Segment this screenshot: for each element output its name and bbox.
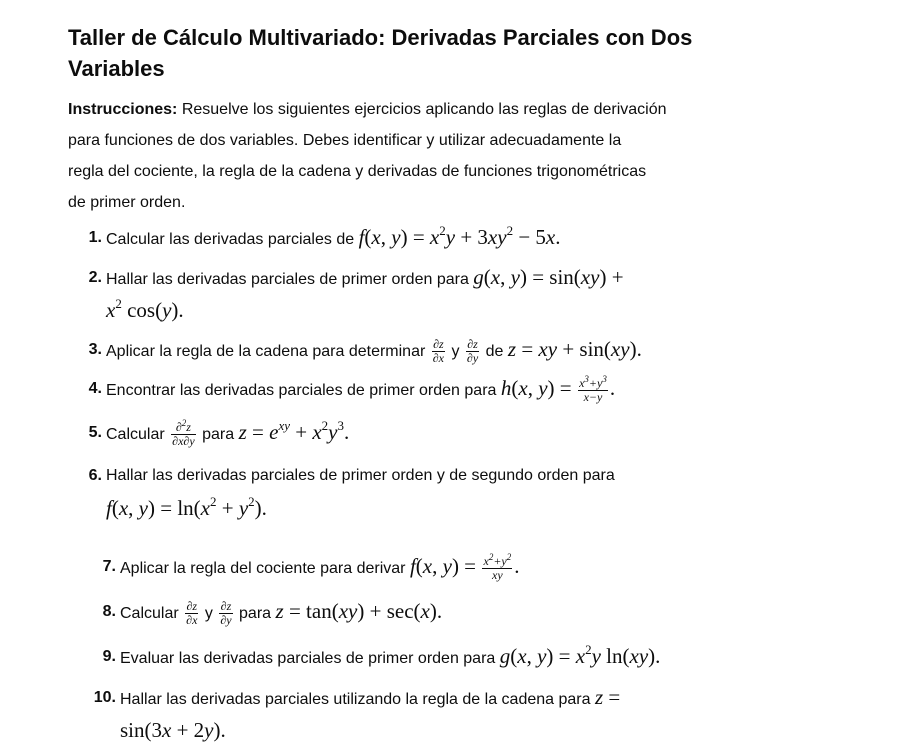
title-line-2: Variables [68, 56, 165, 81]
fraction: $\frac{\partial z}{\partial x}$ [432, 337, 445, 366]
formula: z = tan(xy) + sec(x). [275, 599, 443, 623]
item-text-mid: para [202, 426, 235, 443]
instructions-line-2: para funciones de dos variables. Debes identificar y utilizar adecuadamente la [68, 132, 622, 149]
formula: z = [594, 685, 621, 709]
item-text: Aplicar la regla de la cadena para determinar [106, 343, 426, 360]
item-text: Calcular [106, 426, 165, 443]
fraction: $\frac{x^3+y^3}{x-y}$ [579, 374, 607, 405]
fraction: $\frac{\partial z}{\partial y}$ [220, 599, 232, 628]
fraction: $\frac{\partial z}{\partial y}$ [466, 337, 479, 366]
item-text: Calcular [120, 605, 179, 622]
item-text-mid: y [451, 343, 460, 360]
formula: f(x, $y) = \ln(x^2 + y^2)$. [106, 494, 267, 520]
item-number: 7. [102, 558, 116, 575]
page-title [68, 22, 768, 84]
item-text-end: para [239, 605, 272, 622]
item-text: Evaluar las derivadas parciales de primer orden para [120, 650, 496, 667]
formula: z = xy + sin(xy). [507, 337, 642, 361]
item-text: Calcular las derivadas parciales de [106, 231, 355, 248]
item-number: 5. [88, 424, 102, 441]
formula: g(x, y) = sin(xy) + [473, 265, 624, 289]
item-text: Hallar las derivadas parciales utilizando la regla de la cadena para [120, 691, 591, 708]
formula: f(x, y) = [409, 554, 477, 578]
formula: g(x, $y) = x^2y$ ln(xy). [499, 642, 661, 668]
item-number: 10. [93, 689, 116, 706]
item-text-mid: y [204, 605, 213, 622]
item-number: 1. [88, 229, 102, 246]
item-text: Hallar las derivadas parciales de primer orden para [106, 271, 469, 288]
item-number: 9. [102, 648, 116, 665]
document [68, 22, 768, 218]
formula: f(x, $y) = x^2y + 3xy^2 - 5x$. [358, 223, 561, 249]
item-number: 3. [88, 341, 102, 358]
item-number: 2. [88, 269, 102, 286]
instructions [68, 94, 768, 218]
item-text-end: de [485, 343, 504, 360]
instructions-line-1: Resuelve los siguientes ejercicios aplicando las reglas de derivación [181, 101, 667, 118]
fraction: $\frac{\partial^2z}{\partial x\partial y}$ [172, 418, 195, 449]
fraction: $\frac{x^2+y^2}{xy}$ [483, 552, 512, 583]
fraction: $\frac{\partial z}{\partial x}$ [186, 599, 198, 628]
formula: h(x, y) = [500, 376, 572, 400]
title-line-1: Taller de Cálculo Multivariado: Derivadas Parciales con Dos [68, 25, 693, 50]
item-text: Encontrar las derivadas parciales de primer orden para [106, 382, 497, 399]
formula-continued: $x^2$ cos(y). [106, 296, 184, 322]
instructions-label: Instrucciones: [68, 101, 178, 118]
item-number: 8. [102, 603, 116, 620]
item-text: Hallar las derivadas parciales de primer orden y de segundo orden para [106, 467, 615, 484]
instructions-line-4: de primer orden. [68, 194, 186, 211]
item-number: 4. [88, 380, 102, 397]
formula: $z = e^{xy} + x^2y^3$. [238, 418, 350, 444]
formula-continued: sin(3x + 2y). [120, 718, 226, 742]
instructions-line-3: regla del cociente, la regla de la cadena y derivadas de funciones trigonométricas [68, 163, 647, 180]
item-number: 6. [88, 467, 102, 484]
item-text: Aplicar la regla del cociente para derivar [120, 560, 406, 577]
